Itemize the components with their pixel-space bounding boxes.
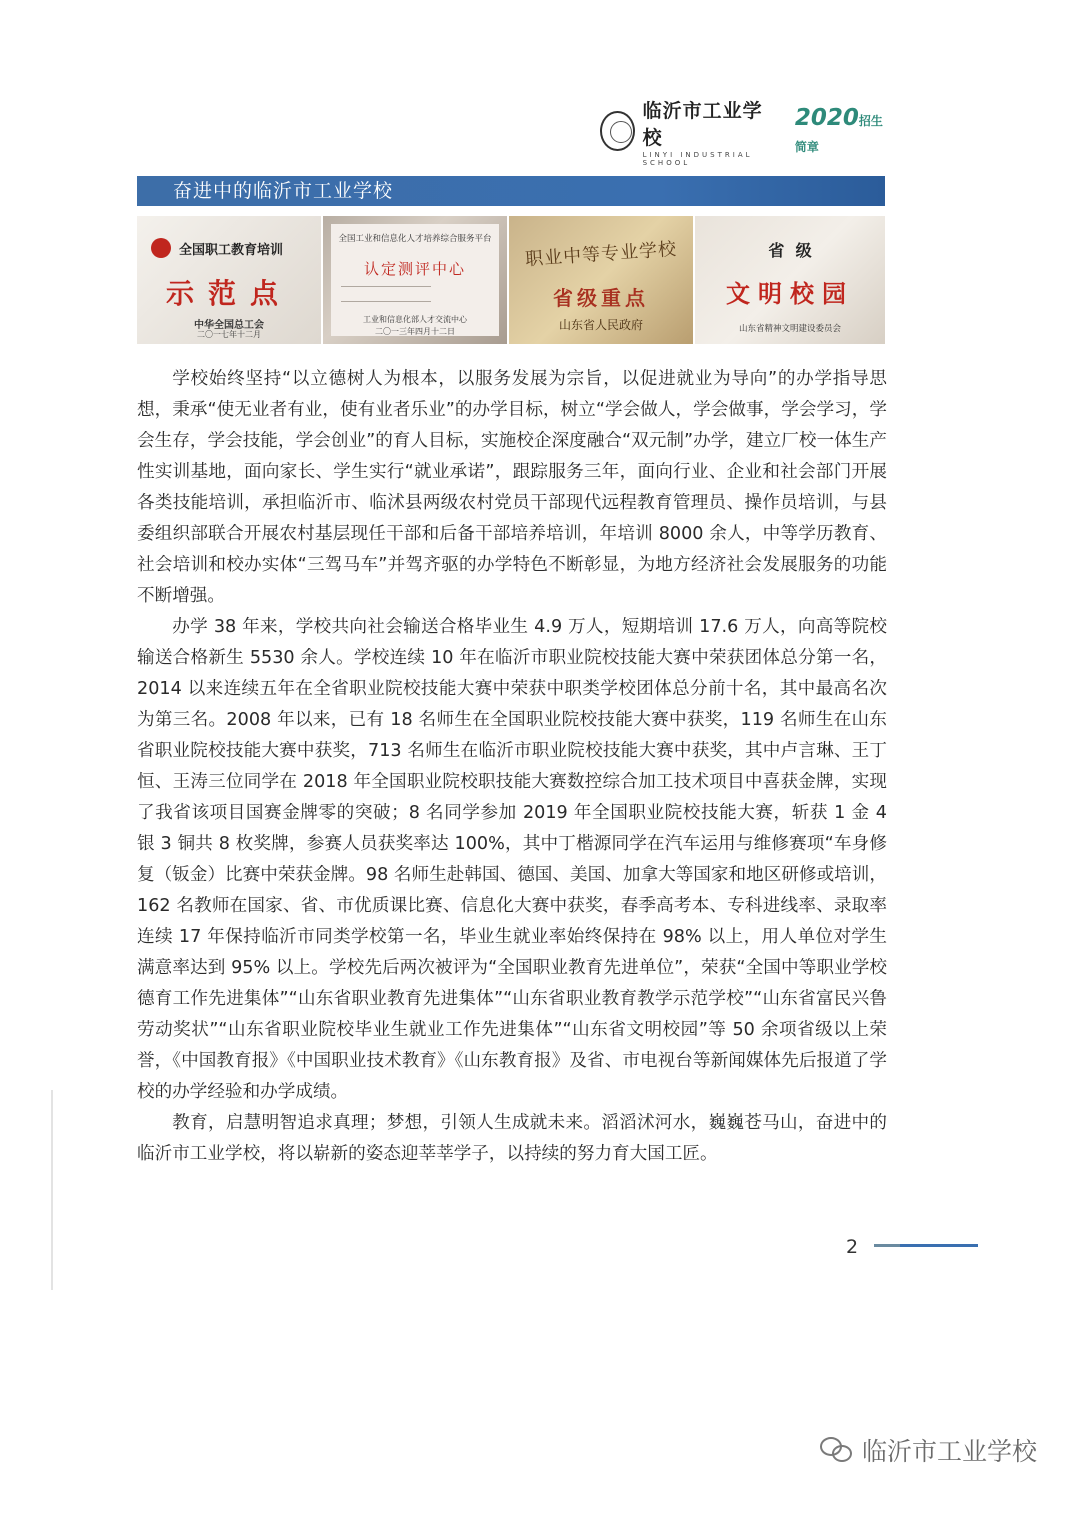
wechat-icon (820, 1437, 854, 1463)
union-emblem-icon (151, 238, 171, 258)
plaque-2-issuer: 工业和信息化部人才交流中心 (363, 315, 467, 324)
school-name: 临沂市工业学校 (642, 99, 763, 149)
school-name-en: LINYI INDUSTRIAL SCHOOL (642, 150, 753, 167)
brochure-label: 招生简章 (794, 114, 883, 154)
page-header (600, 99, 890, 167)
plaque-civilized-campus (695, 216, 885, 344)
plaque-3-issuer: 山东省人民政府 (558, 318, 643, 332)
plaque-2-main: 认定测评中心 (363, 260, 466, 278)
plaque-1-top: 全国职工教育培训 (179, 242, 284, 258)
watermark-text: 临沂市工业学校 (862, 1437, 1038, 1466)
plaque-3-top: 职业中等专业学校 (524, 238, 678, 271)
page-number: 2 (846, 1236, 859, 1258)
plaque-4-issuer: 山东省精神文明建设委员会 (738, 324, 841, 334)
article-body (137, 364, 887, 1170)
plaque-2-top: 全国工业和信息化人才培养综合服务平台 (338, 234, 492, 244)
plaque-2-date: 二〇一三年四月十二日 (375, 327, 455, 336)
plaque-1-issuer: 中华全国总工会 (194, 320, 264, 331)
paragraph-philosophy: 学校始终坚持“以立德树人为根本，以服务发展为宗旨，以促进就业为导向”的办学指导思想，秉承“使无业者有业，使有业者乐业”的办学目标，树立“学会做人，学会做事，学会学习，学会生存，学会技能，学会创业”的育人目标，实施校企深度融合“双元制”办学，建立厂校一体生产性实训基地，面向家长、学生实行“就业承诺”，跟踪服务三年，面向行业、企业和社会部门开展各类技能培训，承担临沂市、临沭县两级农村党员干部现代远程教育管理员、操作员培训，与县委组织部联合开展农村基层现任干部和后备干部培养培训，年培训 8000 余人，中等学历教育、社会培训和校办实体“三驾马车”并驾齐驱的办学特色不断彰显，为地方经济社会发展服务的功能不断增强。 (137, 369, 887, 606)
plaque-1-main: 示范点 (165, 277, 292, 310)
plaque-provincial-key (509, 216, 693, 344)
paragraph-closing: 教育，启慧明智追求真理；梦想，引领人生成就未来。滔滔沭河水，巍巍苍马山，奋进中的临沂市工业学校，将以崭新的姿态迎莘莘学子，以持续的努力育大国工匠。 (137, 1113, 887, 1164)
page-number-line (874, 1244, 978, 1247)
year: 2020 (794, 105, 859, 131)
plaque-3-main: 省级重点 (553, 286, 649, 310)
paragraph-achievements: 办学 38 年来，学校共向社会输送合格毕业生 4.9 万人，短期培训 17.6 万人，向高等院校输送合格新生 5530 余人。学校连续 10 年在临沂市职业院校技能大赛中荣获团体总分第一名，2014 以来连续五年在全省职业院校技能大赛中荣获中职类学校团体总分前十名，其中最高名次为第三名。2008 年以来，已有 18 名师生在全国职业院校技能大赛中获奖，119 名师生在山东省职业院校技能大赛中获奖，713 名师生在临沂市职业院校技能大赛中获奖，其中卢言琳、王丁恒、王涛三位同学在 2018 年全国职业院校职技能大赛数控综合加工技术项目中喜获金牌，实现了我省该项目国赛金牌零的突破；8 名同学参加 2019 年全国职业院校技能大赛，斩获 1 金 4 银 3 铜共 8 枚奖牌，参赛人员获奖率达 100%，其中丁楷源同学在汽车运用与维修赛项“车身修复（钣金）比赛中荣获金牌。98 名师生赴韩国、德国、美国、加拿大等国家和地区研修或培训，162 名教师在国家、省、市优质课比赛、信息化大赛中获奖，春季高考本、专科进线率、录取率连续 17 年保持临沂市同类学校第一名，毕业生就业率始终保持在 98% 以上，用人单位对学生满意率达到 95% 以上。学校先后两次被评为“全国职业教育先进单位”，荣获“全国中等职业学校德育工作先进集体”“山东省职业教育先进集体”“山东省职业教育教学示范学校”“山东省富民兴鲁劳动奖状”“山东省职业院校毕业生就业工作先进集体”“山东省文明校园”等 50 余项省级以上荣誉，《中国教育报》《中国职业技术教育》《山东教育报》及省、市电视台等新闻媒体先后报道了学校的办学经验和办学成绩。 (137, 617, 887, 1102)
margin-rule (51, 1090, 53, 1290)
honor-plaques-row (137, 216, 885, 344)
plaque-4-main: 文明校园 (726, 279, 854, 308)
plaque-demonstration-site (137, 216, 321, 344)
school-logo-icon (600, 111, 635, 151)
school-name-block (643, 96, 781, 167)
plaque-1-date: 二〇一七年十二月 (197, 330, 261, 339)
plaque-2-fine-print (341, 286, 431, 302)
plaque-assessment-center (323, 216, 507, 344)
year-badge (795, 105, 890, 157)
plaque-4-top: 省 级 (768, 241, 812, 260)
section-title-bar (137, 176, 885, 206)
wechat-watermark (820, 1432, 1037, 1468)
section-title: 奋进中的临沂市工业学校 (173, 180, 394, 202)
